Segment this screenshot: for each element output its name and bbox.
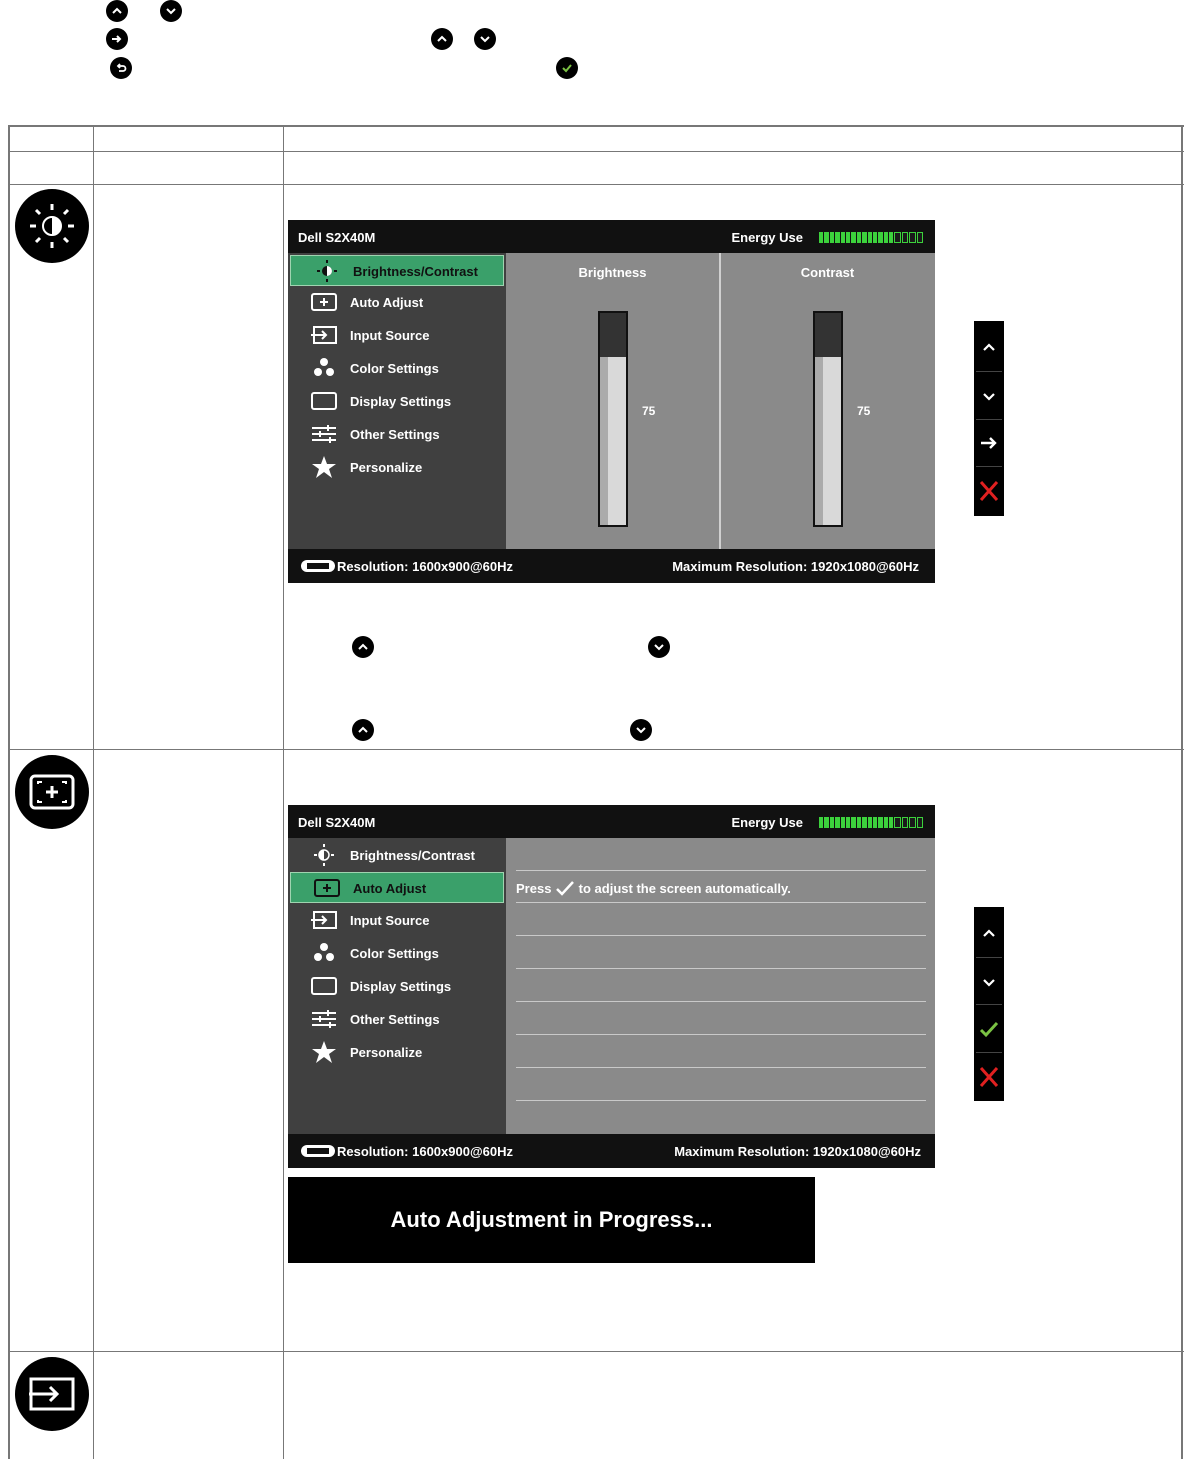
progress-text: Auto Adjustment in Progress... bbox=[390, 1207, 713, 1232]
osd-brightness-contrast bbox=[288, 220, 935, 583]
menu-item-input-source[interactable] bbox=[288, 905, 506, 936]
menu-item-label: Brightness/Contrast bbox=[353, 264, 478, 279]
auto-adjust-icon bbox=[310, 291, 338, 313]
energy-segment bbox=[909, 817, 915, 828]
vga-connector-icon bbox=[300, 1144, 336, 1158]
display-settings-icon bbox=[310, 975, 338, 997]
check-icon bbox=[979, 1020, 999, 1038]
down-button-icon bbox=[160, 0, 182, 22]
brightness-label: Brightness bbox=[578, 265, 647, 280]
osd-auto-adjust bbox=[288, 805, 935, 1168]
input-source-row-icon bbox=[15, 1357, 89, 1431]
brightness-contrast-panel bbox=[506, 253, 935, 549]
resolution-text: Resolution: 1600x900@60Hz bbox=[337, 1144, 513, 1159]
button-bar bbox=[974, 321, 1004, 516]
brightness-value: 75 bbox=[642, 404, 656, 418]
energy-segment bbox=[851, 817, 855, 828]
contrast-slider[interactable] bbox=[813, 311, 843, 527]
menu-item-label: Auto Adjust bbox=[353, 881, 427, 896]
button-bar bbox=[974, 907, 1004, 1101]
menu-item-label: Input Source bbox=[350, 328, 430, 343]
energy-segment bbox=[819, 232, 823, 243]
menu-item-label: Display Settings bbox=[350, 979, 452, 994]
energy-segment bbox=[830, 817, 834, 828]
energy-meter bbox=[819, 817, 923, 828]
input-source-icon bbox=[310, 909, 338, 931]
energy-segment bbox=[835, 232, 839, 243]
menu-item-label: Color Settings bbox=[350, 946, 439, 961]
brightness-slider[interactable] bbox=[598, 311, 628, 527]
menu-item-display-settings[interactable] bbox=[288, 971, 506, 1002]
enter-button[interactable] bbox=[974, 419, 1004, 467]
energy-segment bbox=[889, 232, 893, 243]
menu-item-other-settings[interactable] bbox=[288, 419, 506, 450]
check-icon bbox=[555, 880, 575, 896]
color-settings-icon bbox=[310, 942, 338, 964]
energy-segment bbox=[917, 817, 923, 828]
auto-adjust-progress-banner bbox=[288, 1177, 815, 1263]
energy-segment bbox=[862, 817, 866, 828]
press-text: Press bbox=[516, 881, 552, 896]
energy-segment bbox=[824, 232, 828, 243]
auto-adjust-row-icon bbox=[15, 755, 89, 829]
brightness-icon bbox=[310, 844, 338, 866]
energy-segment bbox=[846, 817, 850, 828]
down-button-icon bbox=[630, 719, 652, 741]
energy-segment bbox=[917, 232, 923, 243]
menu-item-label: Brightness/Contrast bbox=[350, 848, 475, 863]
color-settings-icon bbox=[310, 357, 338, 379]
other-settings-icon bbox=[310, 1008, 338, 1030]
auto-adjust-hint bbox=[516, 880, 791, 896]
down-button-icon bbox=[474, 28, 496, 50]
vga-connector-icon bbox=[300, 559, 336, 573]
energy-segment bbox=[841, 817, 845, 828]
energy-segment bbox=[846, 232, 850, 243]
star-icon bbox=[310, 1041, 338, 1063]
energy-segment bbox=[830, 232, 834, 243]
energy-segment bbox=[902, 817, 908, 828]
other-settings-icon bbox=[310, 423, 338, 445]
auto-adjust-panel bbox=[506, 838, 935, 1134]
brightness-icon bbox=[313, 260, 341, 282]
enter-button-icon bbox=[106, 28, 128, 50]
osd-menu bbox=[288, 838, 506, 1134]
energy-segment bbox=[884, 817, 888, 828]
energy-segment bbox=[909, 232, 915, 243]
down-button-icon bbox=[648, 636, 670, 658]
chevron-down-icon bbox=[982, 390, 996, 404]
osd-menu bbox=[288, 253, 506, 549]
energy-segment bbox=[873, 817, 877, 828]
check-button-icon bbox=[556, 57, 578, 79]
menu-item-label: Other Settings bbox=[350, 1012, 440, 1027]
energy-segment bbox=[873, 232, 877, 243]
down-button[interactable] bbox=[974, 959, 1004, 1007]
energy-segment bbox=[857, 817, 861, 828]
osd-model: Dell S2X40M bbox=[298, 815, 376, 830]
energy-segment bbox=[819, 817, 823, 828]
osd-model: Dell S2X40M bbox=[298, 230, 376, 245]
energy-segment bbox=[878, 232, 882, 243]
chevron-up-icon bbox=[982, 340, 996, 354]
menu-item-brightness-contrast[interactable] bbox=[290, 255, 504, 286]
up-button[interactable] bbox=[974, 909, 1004, 957]
osd-footer bbox=[288, 549, 935, 583]
max-resolution-text: Maximum Resolution: 1920x1080@60Hz bbox=[674, 1144, 921, 1159]
menu-item-auto-adjust[interactable] bbox=[288, 287, 506, 318]
energy-segment bbox=[894, 232, 900, 243]
menu-item-personalize[interactable] bbox=[288, 452, 506, 483]
energy-use-label: Energy Use bbox=[731, 815, 803, 830]
max-resolution-text: Maximum Resolution: 1920x1080@60Hz bbox=[672, 559, 919, 574]
energy-segment bbox=[868, 232, 872, 243]
menu-item-color-settings[interactable] bbox=[288, 353, 506, 384]
display-settings-icon bbox=[310, 390, 338, 412]
energy-segment bbox=[841, 232, 845, 243]
energy-meter bbox=[819, 232, 923, 243]
menu-item-other-settings[interactable] bbox=[288, 1004, 506, 1035]
menu-item-label: Auto Adjust bbox=[350, 295, 424, 310]
energy-segment bbox=[878, 817, 882, 828]
confirm-button[interactable] bbox=[974, 1005, 1004, 1053]
menu-item-label: Display Settings bbox=[350, 394, 452, 409]
contrast-value: 75 bbox=[857, 404, 871, 418]
osd-footer bbox=[288, 1134, 935, 1168]
energy-segment bbox=[851, 232, 855, 243]
back-button-icon bbox=[110, 57, 132, 79]
exit-button[interactable] bbox=[974, 467, 1004, 515]
menu-item-label: Personalize bbox=[350, 1045, 423, 1060]
contrast-label: Contrast bbox=[800, 265, 855, 280]
menu-item-color-settings[interactable] bbox=[288, 938, 506, 969]
down-button[interactable] bbox=[974, 373, 1004, 421]
energy-segment bbox=[894, 817, 900, 828]
menu-item-label: Personalize bbox=[350, 460, 423, 475]
menu-item-brightness-contrast[interactable] bbox=[288, 840, 506, 871]
energy-segment bbox=[857, 232, 861, 243]
energy-segment bbox=[884, 232, 888, 243]
menu-item-personalize[interactable] bbox=[288, 1037, 506, 1068]
up-button[interactable] bbox=[974, 323, 1004, 371]
energy-use-label: Energy Use bbox=[731, 230, 803, 245]
up-button-icon bbox=[352, 719, 374, 741]
menu-item-auto-adjust[interactable] bbox=[290, 872, 504, 903]
up-button-icon bbox=[431, 28, 453, 50]
menu-item-input-source[interactable] bbox=[288, 320, 506, 351]
energy-segment bbox=[902, 232, 908, 243]
energy-segment bbox=[824, 817, 828, 828]
close-icon bbox=[979, 1066, 999, 1088]
energy-segment bbox=[889, 817, 893, 828]
close-icon bbox=[979, 480, 999, 502]
hint-text: to adjust the screen automatically. bbox=[578, 881, 791, 896]
menu-item-label: Color Settings bbox=[350, 361, 439, 376]
menu-item-label: Other Settings bbox=[350, 427, 440, 442]
chevron-up-icon bbox=[982, 926, 996, 940]
input-source-icon bbox=[310, 324, 338, 346]
arrow-right-icon bbox=[980, 436, 998, 450]
up-button-icon bbox=[352, 636, 374, 658]
chevron-down-icon bbox=[982, 976, 996, 990]
menu-item-label: Input Source bbox=[350, 913, 430, 928]
brightness-contrast-icon bbox=[15, 189, 89, 263]
star-icon bbox=[310, 456, 338, 478]
energy-segment bbox=[835, 817, 839, 828]
exit-button[interactable] bbox=[974, 1053, 1004, 1101]
up-button-icon bbox=[106, 0, 128, 22]
energy-segment bbox=[862, 232, 866, 243]
menu-item-display-settings[interactable] bbox=[288, 386, 506, 417]
resolution-text: Resolution: 1600x900@60Hz bbox=[337, 559, 513, 574]
auto-adjust-icon bbox=[313, 877, 341, 899]
energy-segment bbox=[868, 817, 872, 828]
